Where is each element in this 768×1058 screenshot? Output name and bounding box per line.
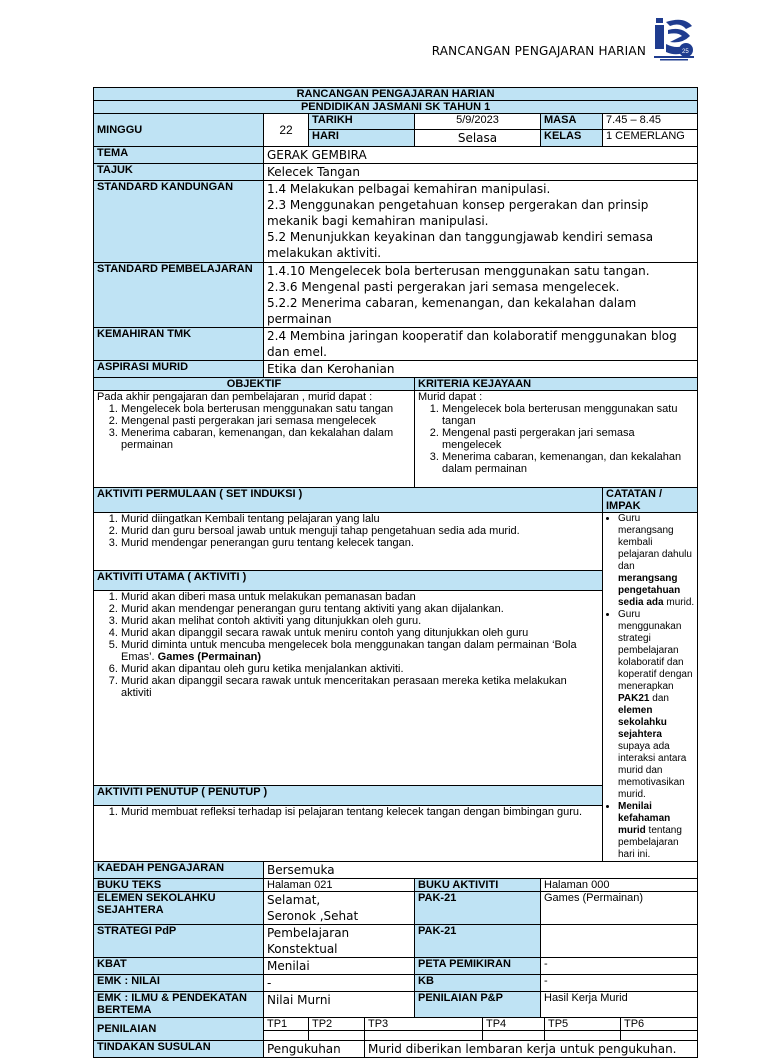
- kelas-label: KELAS: [541, 130, 603, 147]
- page-header: [0, 0, 768, 80]
- sp-line: 1.4.10 Mengelecek bola berterusan menggunakan satu tangan.: [267, 264, 650, 278]
- masa-value: 7.45 – 8.45: [603, 114, 698, 130]
- tp2-header: TP2: [309, 1018, 365, 1031]
- elemen-label: ELEMEN SEKOLAHKU SEJAHTERA: [94, 892, 264, 925]
- penilaian-pp-label: PENILAIAN P&P: [415, 992, 541, 1018]
- sp-label: STANDARD PEMBELAJARAN: [94, 263, 264, 328]
- peta-value: -: [541, 958, 698, 975]
- tp5-cell: [545, 1031, 621, 1041]
- utama-item: 2. Murid akan mendengar penerangan guru tentang aktiviti yang akan dijalankan.: [121, 603, 599, 615]
- kriteria-item: 2. Mengenal pasti pergerakan jari semasa mengelecek: [442, 427, 694, 451]
- sp-line: 5.2.2 Menerima cabaran, kemenangan, dan kekalahan dalam permainan: [267, 296, 637, 326]
- penutup-content: [94, 805, 603, 861]
- tarikh-value: 5/9/2023: [415, 114, 541, 130]
- sk-label: STANDARD KANDUNGAN: [94, 181, 264, 263]
- pak21-value: Games (Permainan): [541, 892, 698, 925]
- tmk-label: KEMAHIRAN TMK: [94, 328, 264, 361]
- tp3-header: TP3: [365, 1018, 483, 1031]
- pak21-label: PAK-21: [415, 892, 541, 925]
- objektif-content: [94, 391, 415, 488]
- emk-nilai-value: -: [264, 975, 415, 992]
- plan-title: RANCANGAN PENGAJARAN HARIAN: [94, 88, 698, 101]
- emk-nilai-label: EMK : NILAI: [94, 975, 264, 992]
- sp-line: 2.3.6 Mengenal pasti pergerakan jari semasa mengelecek.: [267, 280, 620, 294]
- kriteria-item: 1. Mengelecek bola berterusan menggunakan satu tangan: [442, 403, 694, 427]
- elemen-value: Selamat, Seronok ,Sehat: [264, 892, 415, 925]
- tema-label: TEMA: [94, 147, 264, 164]
- minggu-value: 22: [264, 114, 309, 147]
- permulaan-item: 3. Murid mendengar penerangan guru tentang kelecek tangan.: [121, 537, 599, 549]
- objektif-item: 3. Menerima cabaran, kemenangan, dan kekalahan dalam permainan: [121, 427, 411, 451]
- emk-ilmu-label: EMK : ILMU & PENDEKATAN BERTEMA: [94, 992, 264, 1018]
- sk-line: 2.3 Menggunakan pengetahuan konsep pergerakan dan prinsip mekanik bagi kemahiran manipulasi.: [267, 198, 649, 228]
- aspirasi-label: ASPIRASI MURID: [94, 361, 264, 378]
- kb-value: -: [541, 975, 698, 992]
- pak21-value-2: [541, 925, 698, 958]
- school-logo-icon: [652, 16, 696, 62]
- tindakan-label: TINDAKAN SUSULAN: [94, 1041, 264, 1058]
- hari-value: Selasa: [415, 130, 541, 147]
- tp1-header: TP1: [264, 1018, 309, 1031]
- masa-label: MASA: [541, 114, 603, 130]
- sk-line: 5.2 Menunjukkan keyakinan dan tanggungjawab kendiri semasa melakukan aktiviti.: [267, 230, 654, 260]
- tp6-cell: [621, 1031, 698, 1041]
- utama-content: [94, 590, 603, 785]
- tarikh-label: TARIKH: [309, 114, 415, 130]
- hari-label: HARI: [309, 130, 415, 147]
- catatan-point: • Guru menggunakan strategi pembelajaran kolaboratif dan koperatif dengan menerapkan PAK21 dan elemen sekolahku sejahtera supaya ada interaksi antara murid dan memotivasikan murid.: [618, 609, 694, 801]
- catatan-point: • Menilai kefahaman murid tentang pembelajaran hari ini.: [618, 801, 694, 861]
- tp5-header: TP5: [545, 1018, 621, 1031]
- kriteria-content: [415, 391, 698, 488]
- catatan-content: [603, 513, 698, 862]
- objektif-label: OBJEKTIF: [94, 378, 415, 391]
- utama-item: 5. Murid diminta untuk mencuba mengelecek bola menggunakan tangan dalam permainan ‘Bola Emas’. Games (Permainan): [121, 639, 599, 663]
- pak21-label-2: PAK-21: [415, 925, 541, 958]
- penilaian-label: PENILAIAN: [94, 1018, 264, 1041]
- kb-label: KB: [415, 975, 541, 992]
- buku-teks-value: Halaman 021: [264, 879, 415, 892]
- tema-value: GERAK GEMBIRA: [264, 147, 698, 164]
- kaedah-label: KAEDAH PENGAJARAN: [94, 862, 264, 879]
- buku-aktiviti-label: BUKU AKTIVITI: [415, 879, 541, 892]
- permulaan-item: 1. Murid diingatkan Kembali tentang pelajaran yang lalu: [121, 513, 599, 525]
- peta-label: PETA PEMIKIRAN: [415, 958, 541, 975]
- plan-subtitle: PENDIDIKAN JASMANI SK TAHUN 1: [94, 101, 698, 114]
- kbat-label: KBAT: [94, 958, 264, 975]
- tp6-header: TP6: [621, 1018, 698, 1031]
- lesson-plan: [93, 87, 697, 1058]
- kriteria-label: KRITERIA KEJAYAAN: [415, 378, 698, 391]
- header-title: RANCANGAN PENGAJARAN HARIAN: [431, 44, 646, 58]
- kelas-value: 1 CEMERLANG: [603, 130, 698, 147]
- sk-content: [264, 181, 698, 263]
- minggu-label: MINGGU: [94, 114, 264, 147]
- catatan-point: • Guru merangsang kembali pelajaran dahulu dan merangsang pengetahuan sedia ada murid.: [618, 513, 694, 609]
- objektif-intro: Pada akhir pengajaran dan pembelajaran , murid dapat :: [97, 391, 373, 403]
- kaedah-value: Bersemuka: [264, 862, 698, 879]
- emk-ilmu-value: Nilai Murni: [264, 992, 415, 1018]
- utama-item: 3. Murid akan melihat contoh aktiviti yang ditunjukkan oleh guru.: [121, 615, 599, 627]
- utama-item: 6. Murid akan dipantau oleh guru ketika menjalankan aktiviti.: [121, 663, 599, 675]
- tajuk-label: TAJUK: [94, 164, 264, 181]
- strategi-value: Pembelajaran Konstektual: [264, 925, 415, 958]
- kriteria-item: 3. Menerima cabaran, kemenangan, dan kekalahan dalam permainan: [442, 451, 694, 475]
- penilaian-pp-value: Hasil Kerja Murid: [541, 992, 698, 1018]
- utama-label: AKTIVITI UTAMA ( AKTIVITI ): [94, 570, 603, 590]
- tp4-cell: [483, 1031, 545, 1041]
- utama-item: 4. Murid akan dipanggil secara rawak untuk meniru contoh yang ditunjukkan oleh guru: [121, 627, 599, 639]
- utama-item: 7. Murid akan dipanggil secara rawak untuk menceritakan perasaan mereka ketika melakukan aktiviti: [121, 675, 599, 699]
- kriteria-intro: Murid dapat :: [418, 391, 483, 403]
- buku-teks-label: BUKU TEKS: [94, 879, 264, 892]
- permulaan-content: [94, 513, 603, 571]
- svg-text:25: 25: [682, 49, 689, 55]
- tp3-cell: [365, 1031, 483, 1041]
- catatan-label: CATATAN / IMPAK: [603, 488, 698, 513]
- tindakan-value-2: Murid diberikan lembaran kerja untuk pengukuhan.: [365, 1041, 698, 1058]
- sp-content: [264, 263, 698, 328]
- lesson-plan-table: [93, 87, 698, 1058]
- buku-aktiviti-value: Halaman 000: [541, 879, 698, 892]
- utama-item: 1. Murid akan diberi masa untuk melakukan pemanasan badan: [121, 591, 599, 603]
- tajuk-value: Kelecek Tangan: [264, 164, 698, 181]
- tindakan-value-1: Pengukuhan: [264, 1041, 365, 1058]
- sk-line: 1.4 Melakukan pelbagai kemahiran manipulasi.: [267, 182, 551, 196]
- permulaan-item: 2. Murid dan guru bersoal jawab untuk menguji tahap pengetahuan sedia ada murid.: [121, 525, 599, 537]
- tmk-value: 2.4 Membina jaringan kooperatif dan kolaboratif menggunakan blog dan emel.: [264, 328, 698, 361]
- tp2-cell: [309, 1031, 365, 1041]
- objektif-item: 2. Mengenal pasti pergerakan jari semasa mengelecek: [121, 415, 411, 427]
- permulaan-label: AKTIVITI PERMULAAN ( SET INDUKSI ): [94, 488, 603, 513]
- aspirasi-value: Etika dan Kerohanian: [264, 361, 698, 378]
- penutup-item: 1. Murid membuat refleksi terhadap isi pelajaran tentang kelecek tangan dengan bimbingan guru.: [121, 806, 599, 818]
- tp4-header: TP4: [483, 1018, 545, 1031]
- strategi-label: STRATEGI PdP: [94, 925, 264, 958]
- kbat-value: Menilai: [264, 958, 415, 975]
- tp1-cell: [264, 1031, 309, 1041]
- objektif-item: 1. Mengelecek bola berterusan menggunakan satu tangan: [121, 403, 411, 415]
- penutup-label: AKTIVITI PENUTUP ( PENUTUP ): [94, 785, 603, 805]
